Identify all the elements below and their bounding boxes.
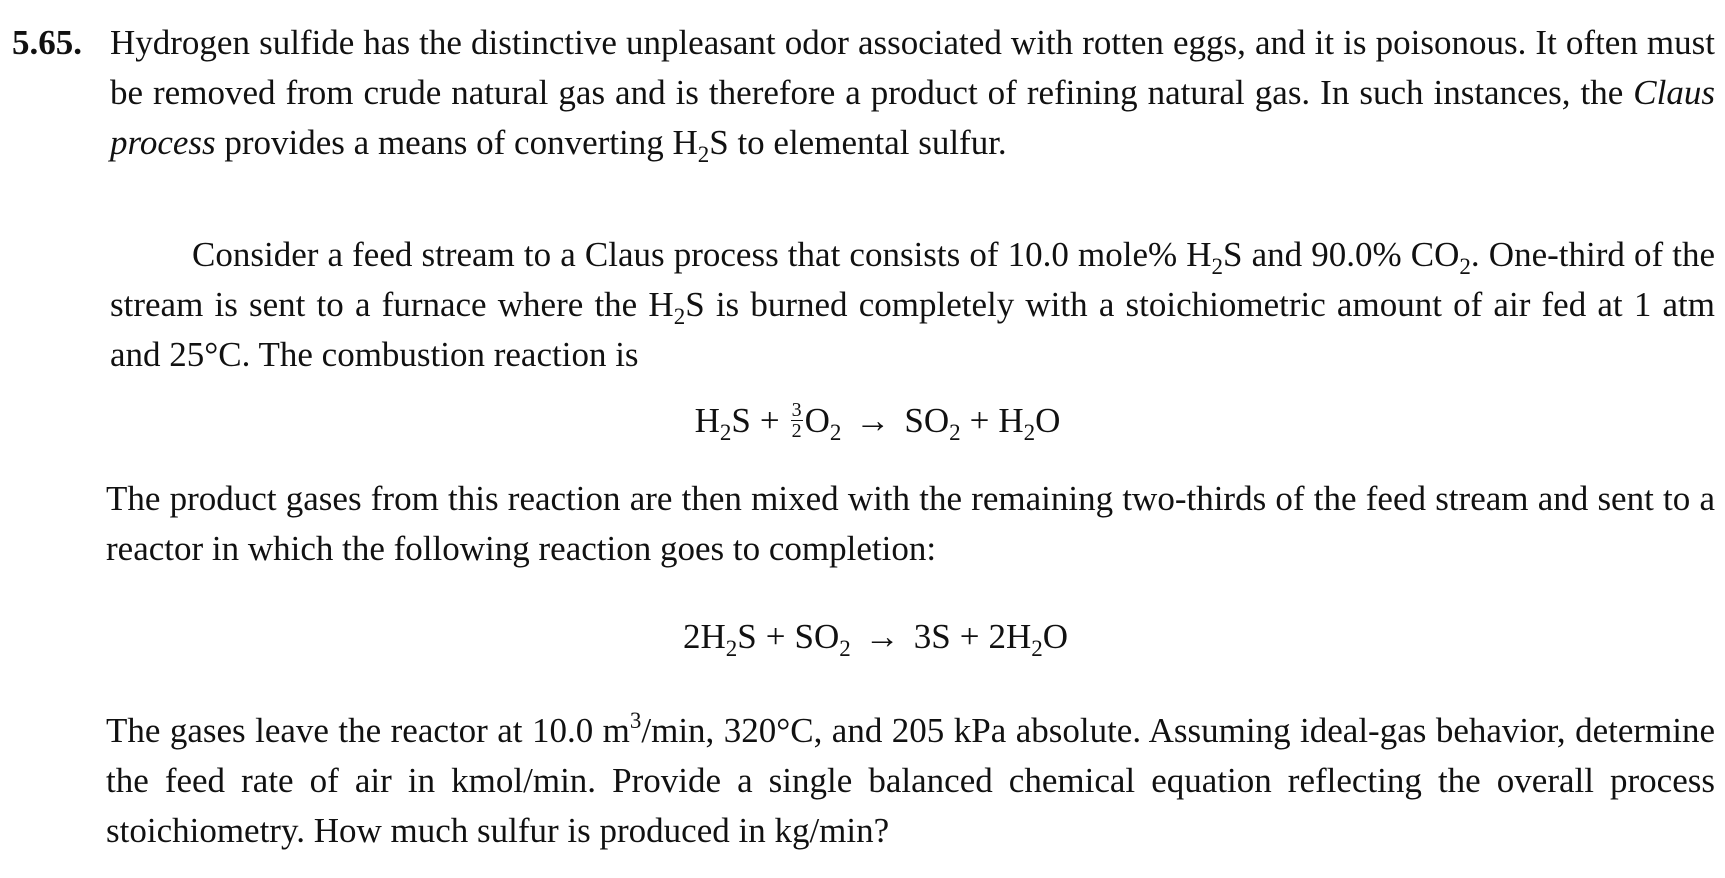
eq-term: S — [731, 401, 751, 440]
fraction-denominator: 2 — [791, 420, 802, 443]
subscript: 2 — [1031, 636, 1043, 661]
paragraph-feed-stream — [110, 230, 1715, 380]
text-run: S is burned completely with a stoichiometric amount of air fed at 1 atm and 25°C. The combustion reaction is — [110, 285, 1716, 374]
text-run: S to elemental sulfur. — [709, 123, 1007, 162]
subscript: 2 — [1459, 254, 1471, 279]
emphasis-claus-process: Claus process — [110, 73, 1715, 162]
subscript: 2 — [673, 304, 686, 329]
eq-term: 2H — [988, 617, 1032, 656]
paragraph-mixing: The product gases from this reaction are then mixed with the remaining two-thirds of the feed stream and sent to a reactor in which the following reaction goes to completion: — [106, 479, 1715, 568]
eq-term: H — [998, 401, 1024, 440]
text-run: Hydrogen sulfide has the distinctive unpleasant odor associated with rotten eggs, and it is poisonous. It often must be removed from crude natural gas and is therefore a product of refining natural gas. In such instances, the — [110, 23, 1715, 112]
plus-sign: + — [765, 617, 786, 656]
text-run: S and 90.0% CO — [1223, 235, 1460, 274]
subscript: 2 — [697, 142, 710, 167]
eq-term: S — [737, 617, 757, 656]
subscript: 2 — [719, 420, 732, 445]
plus-sign: + — [959, 617, 980, 656]
text-run: provides a means of converting H — [215, 123, 698, 162]
subscript: 2 — [1023, 420, 1036, 445]
subscript: 2 — [1211, 254, 1224, 279]
subscript: 2 — [829, 420, 842, 445]
eq-term: SO — [904, 401, 950, 440]
subscript: 2 — [725, 636, 738, 661]
text-run: Consider a feed stream to a Claus process that consists of 10.0 mole% H — [192, 235, 1212, 274]
problem-number: 5.65. — [12, 23, 82, 62]
text-run: /min, 320°C, and 205 kPa absolute. Assuming ideal-gas behavior, determine the feed rate of air in kmol/min. Provide a single balanced chemical equation reflecting the overall process stoichiometry. How much sulfur is produced in kg/min? — [106, 711, 1715, 850]
plus-sign: + — [969, 401, 990, 440]
superscript: 3 — [629, 708, 642, 733]
fraction-three-halves — [791, 400, 803, 441]
eq-term: 2H — [682, 617, 726, 656]
eq-term: O — [804, 401, 830, 440]
paragraph-intro — [110, 18, 1715, 168]
eq-term: O — [1042, 617, 1069, 656]
reaction-arrow: → — [855, 401, 891, 440]
eq-term: H — [694, 401, 720, 440]
eq-term: SO — [794, 617, 840, 656]
equation-claus-reaction — [0, 612, 1725, 662]
subscript: 2 — [839, 636, 851, 661]
equation-combustion — [0, 396, 1725, 446]
fraction-numerator: 3 — [791, 399, 802, 422]
text-run: . One-third of the stream is sent to a furnace where the H — [110, 235, 1716, 324]
eq-term: O — [1035, 401, 1061, 440]
paragraph-question — [106, 706, 1715, 856]
subscript: 2 — [949, 420, 961, 445]
eq-term: 3S — [913, 617, 951, 656]
text-run: The gases leave the reactor at 10.0 m — [106, 711, 630, 750]
plus-sign: + — [759, 401, 780, 440]
reaction-arrow: → — [864, 617, 900, 656]
